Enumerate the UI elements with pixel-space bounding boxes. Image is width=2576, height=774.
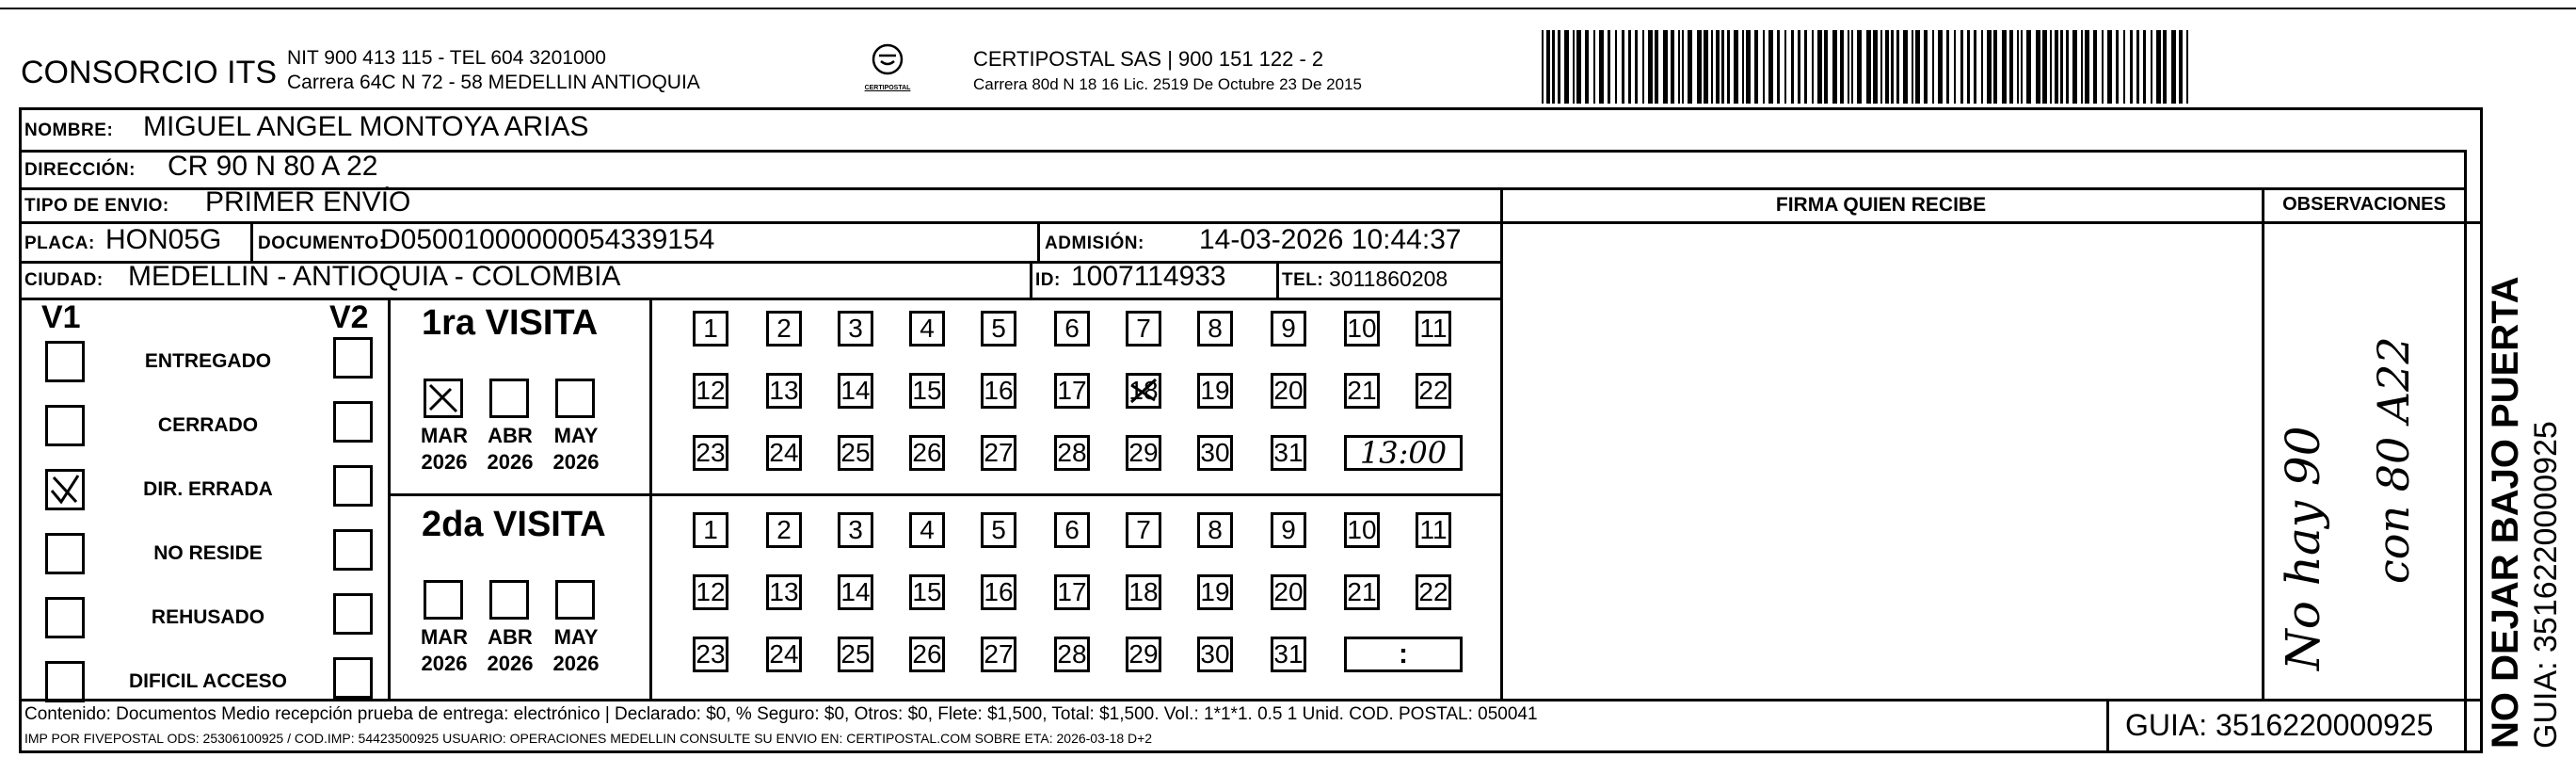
day-box[interactable]: 17 — [1054, 373, 1090, 409]
day-box[interactable]: 9 — [1271, 512, 1306, 548]
barcode-bar — [1768, 30, 1773, 104]
day-box[interactable]: 11 — [1416, 311, 1451, 347]
v2-label: V2 — [329, 299, 369, 335]
tel-value: 3011860208 — [1329, 266, 1448, 291]
barcode-bar — [1648, 30, 1653, 104]
ciudad-value: MEDELLIN - ANTIOQUIA - COLOMBIA — [128, 261, 621, 292]
barcode-bar — [1840, 30, 1844, 104]
status-option-label: REHUSADO — [151, 606, 265, 628]
status-option-label: ENTREGADO — [144, 350, 272, 372]
v1-checkbox[interactable] — [45, 341, 85, 382]
day-box[interactable]: 25 — [838, 435, 873, 471]
barcode-bar — [2136, 30, 2139, 104]
barcode-bar — [1763, 30, 1765, 104]
nombre-label: NOMBRE: — [24, 121, 114, 140]
status-option-label: DIFICIL ACCESO — [128, 670, 287, 692]
day-box[interactable]: 30 — [1197, 637, 1233, 672]
direccion-value: CR 90 N 80 A 22 — [168, 151, 378, 182]
day-box[interactable]: 27 — [981, 637, 1016, 672]
status-option-label: CERRADO — [157, 414, 259, 436]
day-box[interactable]: 25 — [838, 637, 873, 672]
documento-label: DOCUMENTO: — [258, 234, 386, 253]
barcode-bar — [1716, 30, 1720, 104]
barcode-bar — [1873, 30, 1878, 104]
check-mark-icon — [48, 472, 82, 508]
day-box[interactable]: 15 — [909, 574, 945, 610]
barcode-bar — [1671, 30, 1674, 104]
year-label: 2026 — [552, 450, 600, 474]
barcode-bar — [1824, 30, 1828, 104]
barcode-bar — [2085, 30, 2089, 104]
barcode-bar — [1542, 30, 1544, 104]
barcode-bar — [1746, 30, 1751, 104]
barcode-bar — [1655, 30, 1658, 104]
company-info-1: NIT 900 413 115 - TEL 604 3201000 — [287, 47, 606, 69]
day-box[interactable]: 8 — [1197, 512, 1233, 548]
barcode-bar — [1817, 30, 1822, 104]
barcode-bar — [2017, 30, 2019, 104]
v2-checkbox[interactable] — [333, 657, 373, 699]
day-box[interactable]: 17 — [1054, 574, 1090, 610]
day-box[interactable]: 26 — [909, 637, 945, 672]
barcode-bar — [2042, 30, 2047, 104]
firma-header: FIRMA QUIEN RECIBE — [1775, 194, 1987, 216]
barcode-bar — [1896, 30, 1899, 104]
barcode-bar — [1663, 30, 1668, 104]
day-box[interactable]: 22 — [1416, 373, 1451, 409]
footer-print-info: IMP POR FIVEPOSTAL ODS: 25306100925 / COD.IMP: 54423500925 USUARIO: OPERACIONES MEDELLIN CONSULTE SU ENVIO EN: CERTIPOSTAL.COM SOBRE ETA: 2026-03-18 D+2 — [24, 731, 1153, 746]
day-box[interactable]: 3 — [838, 512, 873, 548]
check-mark-icon — [1128, 376, 1159, 406]
barcode-bar — [1915, 30, 1920, 104]
barcode-bar — [2050, 30, 2052, 104]
day-box[interactable]: 23 — [693, 637, 728, 672]
barcode-bar — [1697, 30, 1702, 104]
barcode-bar — [1678, 30, 1680, 104]
barcode-bar — [1938, 30, 1943, 104]
barcode-bar — [1635, 30, 1638, 104]
month-label: MAY — [553, 625, 599, 649]
barcode-bar — [1593, 30, 1595, 104]
day-box[interactable]: 18 — [1126, 373, 1161, 409]
ciudad-label: CIUDAD: — [24, 270, 104, 290]
v1-checkbox[interactable] — [45, 469, 85, 510]
day-box[interactable]: 4 — [909, 311, 945, 347]
month-checkbox[interactable] — [555, 580, 595, 620]
year-label: 2026 — [487, 450, 534, 474]
observation-handwriting-2: con 80 A22 — [2368, 336, 2419, 584]
barcode-bar — [2179, 30, 2183, 104]
day-box[interactable]: 6 — [1054, 512, 1090, 548]
placa-label: PLACA: — [24, 234, 95, 253]
barcode-bar — [2036, 30, 2040, 104]
first-visit-title: 1ra VISITA — [422, 303, 599, 343]
barcode-bar — [1784, 30, 1786, 104]
day-box[interactable]: 30 — [1197, 435, 1233, 471]
day-box[interactable]: 15 — [909, 373, 945, 409]
year-label: 2026 — [552, 652, 600, 675]
barcode-bar — [1721, 30, 1724, 104]
day-box[interactable]: 12 — [693, 574, 728, 610]
barcode-bar — [1742, 30, 1744, 104]
v2-checkbox[interactable] — [333, 401, 373, 443]
v1-checkbox[interactable] — [45, 597, 85, 638]
month-label: ABR — [488, 424, 533, 447]
barcode-bar — [2156, 30, 2161, 104]
barcode-bar — [1946, 30, 1949, 104]
nombre-value: MIGUEL ANGEL MONTOYA ARIAS — [143, 111, 589, 142]
day-box[interactable]: 20 — [1271, 574, 1306, 610]
logo-text: CERTIPOSTAL — [864, 85, 911, 91]
day-box[interactable]: 16 — [981, 373, 1016, 409]
barcode-bar — [1552, 30, 1555, 104]
month-label: MAR — [420, 424, 469, 447]
barcode-bar — [1615, 30, 1617, 104]
barcode-bar — [1981, 30, 1983, 104]
barcode-bar — [1851, 30, 1853, 104]
day-box[interactable]: 29 — [1126, 637, 1161, 672]
barcode-bar — [1546, 30, 1550, 104]
day-box[interactable]: 20 — [1271, 373, 1306, 409]
v1-checkbox[interactable] — [45, 405, 85, 446]
carrier-address: Carrera 80d N 18 16 Lic. 2519 De Octubre 23 De 2015 — [973, 75, 1362, 93]
day-box[interactable]: 6 — [1054, 311, 1090, 347]
barcode-bar — [2163, 30, 2167, 104]
footer-guia: GUIA: 3516220000925 — [2125, 708, 2434, 742]
barcode-bar — [2171, 30, 2176, 104]
barcode-bar — [2002, 30, 2007, 104]
visit-time-field[interactable]: : — [1344, 637, 1463, 672]
barcode-bar — [1573, 30, 1575, 104]
barcode-bar — [2055, 30, 2058, 104]
day-box[interactable]: 7 — [1126, 512, 1161, 548]
logo-mark-icon — [855, 42, 920, 82]
day-box[interactable]: 13 — [766, 574, 802, 610]
day-box[interactable]: 29 — [1126, 435, 1161, 471]
day-box[interactable]: 27 — [981, 435, 1016, 471]
month-checkbox[interactable] — [555, 379, 595, 418]
admision-value: 14-03-2026 10:44:37 — [1199, 224, 1462, 255]
barcode-bar — [1912, 30, 1913, 104]
day-box[interactable]: 28 — [1054, 435, 1090, 471]
second-visit-title: 2da VISITA — [422, 505, 606, 544]
certipostal-logo — [855, 42, 920, 99]
day-box[interactable]: 22 — [1416, 574, 1451, 610]
day-box[interactable]: 19 — [1197, 373, 1233, 409]
barcode-bar — [1866, 30, 1871, 104]
barcode-bar — [2093, 30, 2097, 104]
day-box[interactable]: 21 — [1344, 373, 1380, 409]
day-box[interactable]: 2 — [766, 311, 802, 347]
year-label: 2026 — [421, 652, 468, 675]
barcode-bar — [2186, 30, 2188, 104]
day-box[interactable]: 10 — [1344, 311, 1380, 347]
day-box[interactable]: 21 — [1344, 574, 1380, 610]
day-box[interactable]: 19 — [1197, 574, 1233, 610]
barcode-bar — [2072, 30, 2077, 104]
barcode-bar — [1798, 30, 1800, 104]
observaciones-header: OBSERVACIONES — [2282, 194, 2446, 215]
barcode-bar — [1987, 30, 1992, 104]
day-box[interactable]: 24 — [766, 637, 802, 672]
barcode-bar — [1704, 30, 1708, 104]
barcode-bar — [1622, 30, 1624, 104]
barcode-bar — [2026, 30, 2031, 104]
barcode-bar — [1599, 30, 1604, 104]
month-checkbox[interactable] — [489, 580, 529, 620]
barcode-bar — [2060, 30, 2063, 104]
day-box[interactable]: 14 — [838, 574, 873, 610]
day-box[interactable]: 12 — [693, 373, 728, 409]
barcode-bar — [1711, 30, 1713, 104]
tipo-label: TIPO DE ENVIO: — [24, 196, 169, 216]
day-box[interactable]: 10 — [1344, 512, 1380, 548]
barcode-bar — [1848, 30, 1849, 104]
barcode-bar — [1857, 30, 1862, 104]
month-label: MAY — [553, 424, 599, 447]
day-box[interactable]: 31 — [1271, 637, 1306, 672]
barcode-bar — [1642, 30, 1644, 104]
barcode-bar — [1885, 30, 1889, 104]
barcode-bar — [2151, 30, 2152, 104]
barcode-bar — [2021, 30, 2023, 104]
barcode-bar — [1832, 30, 1837, 104]
carrier-name: CERTIPOSTAL SAS | 900 151 122 - 2 — [973, 47, 1324, 71]
barcode-bar — [1777, 30, 1780, 104]
tipo-value: PRIMER ENVÍO — [205, 186, 411, 218]
admision-label: ADMISIÓN: — [1045, 234, 1144, 253]
barcode-bar — [1993, 30, 1997, 104]
day-box[interactable]: 13 — [766, 373, 802, 409]
day-box[interactable]: 14 — [838, 373, 873, 409]
year-label: 2026 — [421, 450, 468, 474]
barcode-bar — [2009, 30, 2013, 104]
company-info-2: Carrera 64C N 72 - 58 MEDELLIN ANTIOQUIA — [287, 72, 700, 93]
v2-checkbox[interactable] — [333, 593, 373, 635]
day-box[interactable]: 24 — [766, 435, 802, 471]
barcode-bar — [1564, 30, 1569, 104]
day-box[interactable]: 16 — [981, 574, 1016, 610]
barcode-bar — [1954, 30, 1956, 104]
top-border — [0, 8, 2576, 9]
observation-handwriting-1: No hay 90 — [2276, 426, 2330, 670]
barcode-bar — [2107, 30, 2112, 104]
barcode-bar — [2143, 30, 2146, 104]
barcode-bar — [1812, 30, 1814, 104]
barcode-bar — [1967, 30, 1970, 104]
barcode — [1538, 30, 2197, 104]
status-option-label: NO RESIDE — [153, 542, 263, 564]
barcode-bar — [1791, 30, 1794, 104]
side-warning: NO DEJAR BAJO PUERTA — [2485, 276, 2526, 749]
day-box[interactable]: 11 — [1416, 512, 1451, 548]
v1-checkbox[interactable] — [45, 533, 85, 574]
placa-value: HON05G — [105, 224, 222, 255]
day-box[interactable]: 4 — [909, 512, 945, 548]
barcode-bar — [1804, 30, 1807, 104]
month-checkbox[interactable] — [424, 379, 463, 418]
barcode-bar — [1628, 30, 1631, 104]
barcode-bar — [1688, 30, 1692, 104]
barcode-bar — [1608, 30, 1610, 104]
day-box[interactable]: 8 — [1197, 311, 1233, 347]
barcode-bar — [1558, 30, 1560, 104]
year-label: 2026 — [487, 652, 534, 675]
day-box[interactable]: 18 — [1126, 574, 1161, 610]
side-guia: GUIA: 3516220000925 — [2528, 421, 2564, 749]
month-label: MAR — [420, 625, 469, 649]
footer-content: Contenido: Documentos Medio recepción prueba de entrega: electrónico | Declarado: $0, % Seguro: $0, Otros: $0, Flete: $1,500, Total: $1,500. Vol.: 1*1*1. 0.5 1 Unid. COD. POSTAL: 050041 — [24, 704, 1538, 724]
status-option-label: DIR. ERRADA — [143, 478, 273, 500]
barcode-bar — [1576, 30, 1581, 104]
barcode-bar — [1924, 30, 1928, 104]
barcode-bar — [1932, 30, 1934, 104]
v2-checkbox[interactable] — [333, 465, 373, 507]
barcode-bar — [1880, 30, 1882, 104]
v2-checkbox[interactable] — [333, 337, 373, 379]
direccion-label: DIRECCIÓN: — [24, 160, 136, 180]
company-name: CONSORCIO ITS — [21, 55, 278, 90]
barcode-bar — [2123, 30, 2125, 104]
day-box[interactable]: 23 — [693, 435, 728, 471]
day-box[interactable]: 1 — [693, 512, 728, 548]
day-box[interactable]: 1 — [693, 311, 728, 347]
barcode-bar — [2066, 30, 2069, 104]
barcode-bar — [1960, 30, 1963, 104]
month-checkbox[interactable] — [489, 379, 529, 418]
day-box[interactable]: 28 — [1054, 637, 1090, 672]
barcode-bar — [1585, 30, 1589, 104]
month-label: ABR — [488, 625, 533, 649]
day-box[interactable]: 7 — [1126, 311, 1161, 347]
day-box[interactable]: 26 — [909, 435, 945, 471]
barcode-bar — [1727, 30, 1730, 104]
v1-checkbox[interactable] — [45, 661, 85, 702]
barcode-bar — [2116, 30, 2119, 104]
barcode-bar — [2081, 30, 2083, 104]
barcode-bar — [1974, 30, 1976, 104]
check-mark-icon — [426, 381, 460, 415]
visit-time-field[interactable]: 13:00 — [1344, 435, 1463, 471]
day-box[interactable]: 2 — [766, 512, 802, 548]
day-box[interactable]: 3 — [838, 311, 873, 347]
documento-value: D05001000000054339154 — [380, 224, 715, 255]
day-box[interactable]: 9 — [1271, 311, 1306, 347]
tel-label: TEL: — [1282, 270, 1324, 290]
v2-checkbox[interactable] — [333, 529, 373, 571]
id-label: ID: — [1035, 270, 1061, 290]
month-checkbox[interactable] — [424, 580, 463, 620]
barcode-bar — [1734, 30, 1738, 104]
day-box[interactable]: 5 — [981, 311, 1016, 347]
barcode-bar — [1903, 30, 1908, 104]
barcode-bar — [2102, 30, 2104, 104]
day-box[interactable]: 5 — [981, 512, 1016, 548]
day-box[interactable]: 31 — [1271, 435, 1306, 471]
v1-label: V1 — [41, 299, 81, 335]
barcode-bar — [2130, 30, 2133, 104]
id-value: 1007114933 — [1071, 261, 1226, 292]
barcode-bar — [1891, 30, 1894, 104]
barcode-bar — [1754, 30, 1758, 104]
barcode-bar — [1682, 30, 1684, 104]
